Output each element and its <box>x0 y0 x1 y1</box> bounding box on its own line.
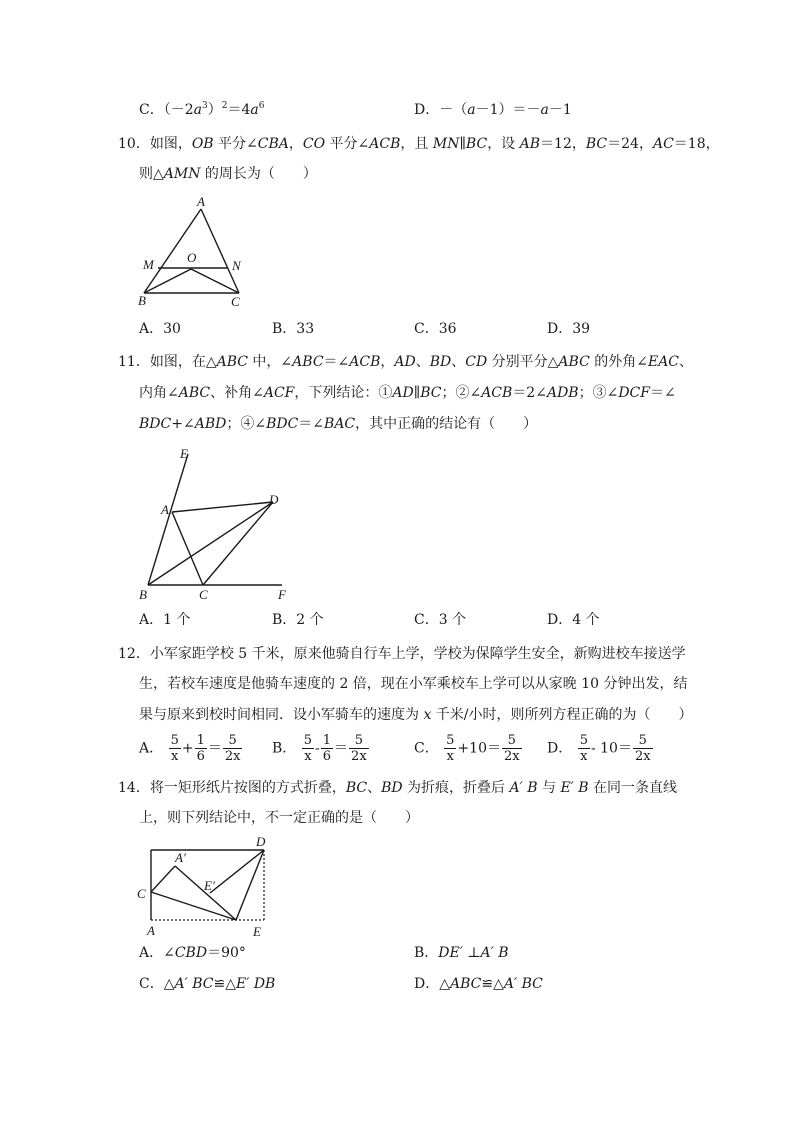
q12-stem-line-3 <box>139 706 693 724</box>
label-d: D <box>269 492 279 507</box>
text-fragment: －1 <box>548 102 572 118</box>
text-fragment: （－2 <box>163 102 194 118</box>
text-fragment: ） <box>207 102 222 118</box>
text-fragment: 、 <box>679 354 694 370</box>
label-m: M <box>143 257 154 272</box>
text-fragment: AC <box>652 136 674 152</box>
text-fragment: ；④∠ <box>226 416 267 432</box>
label-e-prime: E′ <box>204 878 215 893</box>
text-fragment: A′ B <box>509 780 538 796</box>
text-fragment: A′ B <box>480 945 509 961</box>
segment-cd <box>203 502 273 585</box>
text-fragment: B． <box>414 945 439 961</box>
text-fragment: ABC <box>450 976 482 992</box>
text-fragment: ＝∠ <box>298 416 325 432</box>
fraction <box>578 733 590 764</box>
text-fragment: 2x <box>634 749 651 764</box>
text-fragment: 中，∠ <box>247 354 293 370</box>
text-fragment: x <box>580 749 588 764</box>
label-o: O <box>187 250 197 265</box>
text-fragment: ；②∠ <box>441 385 482 401</box>
text-fragment: CO <box>302 136 326 152</box>
text-fragment: a <box>250 102 259 118</box>
fraction <box>169 733 181 764</box>
text-fragment: DCF <box>618 385 650 401</box>
q14-option-b[interactable] <box>414 944 509 962</box>
text-fragment: ACF <box>263 385 295 401</box>
text-fragment: E′ B <box>560 780 589 796</box>
text-fragment: 、补角∠ <box>210 385 264 401</box>
q11-option-d[interactable]: D．4 个 <box>547 612 600 628</box>
text-fragment: ＝2∠ <box>512 385 547 401</box>
text-fragment: 2 <box>221 101 228 111</box>
label-a: A <box>161 502 169 517</box>
q11-stem-line-1 <box>118 353 693 371</box>
label-n: N <box>232 258 241 273</box>
label-c: C <box>137 886 146 901</box>
segment-ac <box>172 512 203 585</box>
text-fragment: x <box>304 749 312 764</box>
q11-option-b[interactable]: B．2 个 <box>272 612 324 628</box>
text-fragment: ABD <box>194 416 227 432</box>
text-fragment: B． <box>272 740 297 757</box>
text-fragment: ＝∠ <box>323 354 350 370</box>
q9-option-d[interactable] <box>414 101 572 119</box>
text-fragment: ACB <box>349 354 381 370</box>
text-fragment: +10＝ <box>457 740 501 757</box>
text-fragment: 内角∠ <box>139 385 179 401</box>
text-fragment: BDC <box>266 416 299 432</box>
text-fragment: 3 <box>202 101 208 111</box>
ray-be <box>148 454 188 585</box>
q12-option-d[interactable] <box>547 733 654 764</box>
option-label: C． <box>139 102 164 118</box>
text-fragment: OB <box>191 136 214 152</box>
text-fragment: A．∠ <box>139 945 175 961</box>
text-fragment: 5 <box>579 733 588 748</box>
q12-option-a[interactable] <box>139 733 243 764</box>
q9-option-c[interactable] <box>139 101 264 119</box>
text-fragment: 2x <box>351 749 367 764</box>
text-fragment: E′ DB <box>235 976 276 992</box>
text-fragment: 6 <box>196 749 205 764</box>
text-fragment: 平分∠ <box>325 136 370 152</box>
text-fragment: 、 <box>415 354 430 370</box>
text-fragment: ＝∠ <box>649 385 676 401</box>
text-fragment: 的周长为（ ） <box>200 166 317 182</box>
q11-figure <box>135 442 295 604</box>
fraction <box>223 733 243 764</box>
text-fragment: - <box>315 740 320 757</box>
fraction <box>444 733 456 764</box>
text-fragment: a <box>193 102 202 118</box>
text-fragment: 在同一条直线 <box>588 780 678 796</box>
text-fragment: 分别平分△ <box>487 354 559 370</box>
fraction <box>633 733 653 764</box>
text-fragment: 11．如图，在△ <box>118 354 217 370</box>
text-fragment: D． <box>547 740 573 757</box>
text-fragment: +∠ <box>171 416 195 432</box>
text-fragment: x <box>423 707 432 723</box>
text-fragment: ADB <box>546 385 579 401</box>
text-fragment: ABC <box>558 354 590 370</box>
text-fragment: 5 <box>349 733 369 749</box>
text-fragment: 2x <box>504 749 520 764</box>
text-fragment: BAC <box>324 416 356 432</box>
text-fragment: ＝4 <box>227 102 251 118</box>
q11-option-c[interactable]: C．3 个 <box>414 612 467 628</box>
text-fragment: ACB <box>481 385 513 401</box>
q10-stem-line-2 <box>139 165 317 183</box>
text-fragment: ABC <box>216 354 248 370</box>
text-fragment: C．△ <box>139 976 175 992</box>
text-fragment: + <box>181 740 194 757</box>
text-fragment: 千米/小时，则所列方程正确的为（ ） <box>431 707 693 723</box>
fraction <box>349 733 369 764</box>
text-fragment: 、 <box>367 780 382 796</box>
text-fragment: ≌△ <box>213 976 236 992</box>
text-fragment: ＝18， <box>673 136 720 152</box>
text-fragment: EAC <box>647 354 680 370</box>
q10-triangle-figure <box>135 192 255 312</box>
text-fragment: 14．将一矩形纸片按图的方式折叠， <box>118 780 346 796</box>
text-fragment: AD <box>394 354 416 370</box>
label-c: C <box>231 294 240 309</box>
label-b: B <box>138 293 146 308</box>
text-fragment: AD∥BC <box>392 385 442 401</box>
text-fragment: 为折痕，折叠后 <box>402 780 510 796</box>
segment-bo <box>144 269 191 293</box>
text-fragment: ＝90° <box>207 945 246 961</box>
text-fragment: 6 <box>322 749 332 764</box>
text-fragment: 5 <box>303 733 313 748</box>
label-d: D <box>256 834 266 849</box>
q14-stem-line-2: 上，则下列结论中，不一定正确的是（ ） <box>139 810 419 826</box>
q14-option-a[interactable] <box>139 944 246 962</box>
text-fragment: A． <box>139 740 164 757</box>
q11-stem-line-3 <box>139 415 537 433</box>
label-b: B <box>139 587 147 602</box>
text-fragment: AB <box>519 136 541 152</box>
q10-option-b[interactable]: B．33 <box>272 321 315 337</box>
text-fragment: MN∥BC <box>432 136 488 152</box>
text-fragment: CD <box>465 354 488 370</box>
label-e: E <box>253 924 261 939</box>
text-fragment: 、 <box>451 354 466 370</box>
text-fragment: a <box>540 102 549 118</box>
text-fragment: CBA <box>257 136 289 152</box>
q14-fold-figure <box>134 832 274 940</box>
fraction <box>321 733 333 764</box>
fraction <box>302 733 314 764</box>
fold-c-a1 <box>151 866 175 892</box>
text-fragment: －1）＝－ <box>475 102 541 118</box>
text-fragment: D．△ <box>414 976 450 992</box>
text-fragment: BC <box>345 780 368 796</box>
q10-option-c[interactable]: C．36 <box>414 321 457 337</box>
text-fragment: - 10＝ <box>590 740 632 757</box>
text-fragment: ⊥ <box>462 945 481 961</box>
text-fragment: BDC <box>139 416 172 432</box>
fold-a1-b <box>175 866 236 920</box>
text-fragment: ， <box>288 136 303 152</box>
label-e: E <box>180 446 188 461</box>
text-fragment: 则△ <box>139 166 164 182</box>
text-fragment: ，且 <box>400 136 433 152</box>
text-fragment: ABC <box>292 354 324 370</box>
text-fragment: ＝24， <box>607 136 653 152</box>
text-fragment: ABC <box>178 385 211 401</box>
q11-stem-line-2 <box>139 384 676 402</box>
text-fragment: 5 <box>502 733 522 749</box>
text-fragment: ，其中正确的结论有（ ） <box>355 416 538 432</box>
text-fragment: BD <box>381 780 403 796</box>
text-fragment: 5 <box>633 733 653 749</box>
text-fragment: ＝12， <box>540 136 586 152</box>
text-fragment: CBD <box>174 945 208 961</box>
text-fragment: ，设 <box>487 136 520 152</box>
label-c: C <box>199 587 208 602</box>
text-fragment: ＝ <box>207 740 222 757</box>
q12-stem-line-1: 12．小军家距学校 5 千米，原来他骑自行车上学，学校为保障学生安全，新购进校车接送学 <box>118 646 686 662</box>
text-fragment: ACB <box>369 136 401 152</box>
text-fragment: 10．如图， <box>118 136 192 152</box>
text-fragment: x <box>171 749 179 764</box>
crease-bc <box>151 892 236 920</box>
label-a-prime: A′ <box>175 850 186 865</box>
side-ac <box>201 209 239 293</box>
text-fragment: 平分∠ <box>213 136 258 152</box>
label-f: F <box>278 587 286 602</box>
text-fragment: 果与原来到校时间相同．设小军骑车的速度为 <box>139 707 424 723</box>
text-fragment: 5 <box>446 733 455 748</box>
q10-option-a[interactable]: A．30 <box>139 321 181 337</box>
q14-stem-line-1 <box>118 779 677 797</box>
text-fragment: AMN <box>163 166 201 182</box>
q10-stem-line-1 <box>118 135 720 153</box>
text-fragment: ＝ <box>334 740 349 757</box>
segment-ad <box>172 502 273 512</box>
text-fragment: BC <box>585 136 608 152</box>
option-label: D．－（ <box>414 102 468 118</box>
label-a: A <box>147 923 155 938</box>
text-fragment: 6 <box>258 101 265 111</box>
text-fragment: 5 <box>170 733 179 748</box>
text-fragment: ，下列结论：① <box>294 385 393 401</box>
text-fragment: 与 <box>537 780 561 796</box>
text-fragment: BD <box>429 354 452 370</box>
text-fragment: x <box>446 749 454 764</box>
q14-option-c[interactable] <box>139 975 275 993</box>
fraction <box>502 733 522 764</box>
text-fragment: 的外角∠ <box>589 354 648 370</box>
text-fragment: a <box>467 102 476 118</box>
q10-option-d[interactable]: D．39 <box>547 321 591 337</box>
q12-stem-line-2: 生，若校车速度是他骑车速度的 2 倍，现在小军乘校车上学可以从家晚 10 分钟出发，结 <box>139 676 688 692</box>
text-fragment: ；③∠ <box>578 385 619 401</box>
text-fragment: 1 <box>196 733 205 748</box>
q14-option-d[interactable] <box>414 975 543 993</box>
text-fragment: 2x <box>224 749 241 764</box>
text-fragment: 5 <box>223 733 243 749</box>
text-fragment: 1 <box>322 733 332 748</box>
q11-option-a[interactable]: A．1 个 <box>139 612 191 628</box>
q12-option-c[interactable] <box>414 733 523 764</box>
text-fragment: C． <box>414 740 439 757</box>
text-fragment: ≌△ <box>481 976 504 992</box>
label-a: A <box>197 194 205 209</box>
q12-option-b[interactable] <box>272 733 370 764</box>
text-fragment: A′ BC <box>503 976 543 992</box>
fraction <box>195 733 207 764</box>
text-fragment: ， <box>380 354 395 370</box>
text-fragment: A′ BC <box>174 976 214 992</box>
text-fragment: DE′ <box>438 945 463 961</box>
